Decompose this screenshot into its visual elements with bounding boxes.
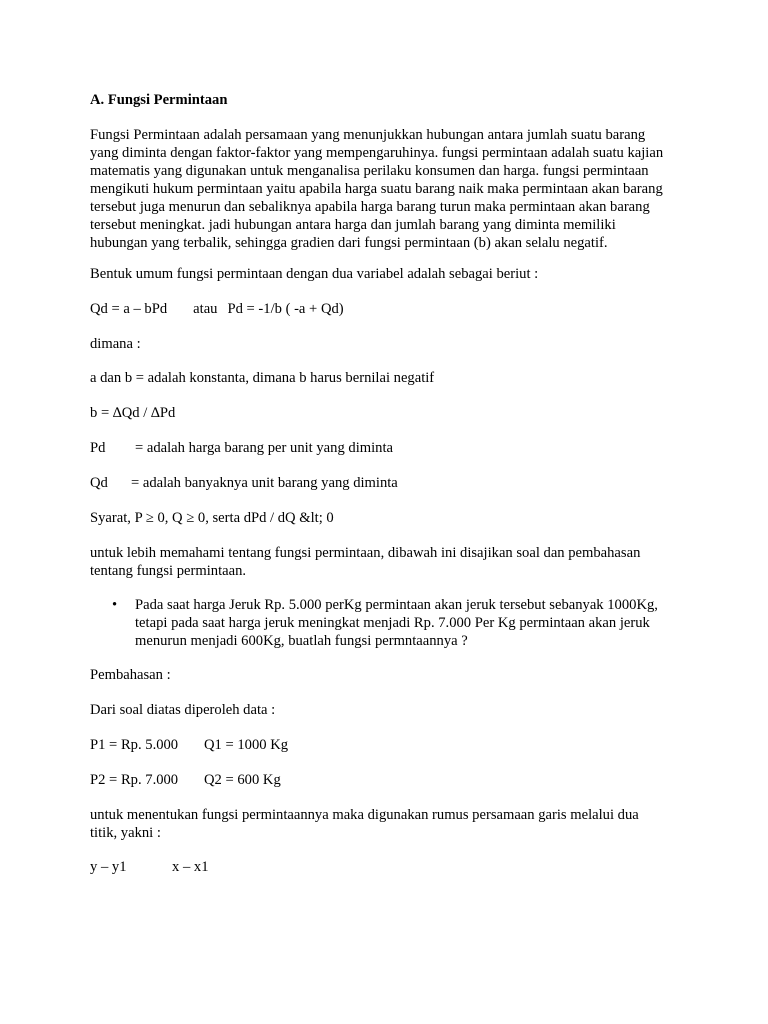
bullet-dot-icon: • (112, 597, 118, 613)
data-intro: Dari soal diatas diperoleh data : (90, 702, 276, 718)
pembahasan-label: Pembahasan : (90, 667, 171, 683)
definition-ab: a dan b = adalah konstanta, dimana b harus bernilai negatif (90, 370, 435, 386)
data-p1: P1 = Rp. 5.000 (90, 737, 179, 753)
definition-qd-term: Qd (90, 475, 108, 491)
definition-b: b = ∆Qd / ∆Pd (90, 405, 176, 421)
method-paragraph (90, 806, 700, 842)
explain-line: tentang fungsi permintaan. (90, 563, 247, 579)
problem-line: Pada saat harga Jeruk Rp. 5.000 perKg permintaan akan jeruk tersebut sebanyak 1000Kg, (135, 597, 658, 613)
intro-line: tersebut meningkat. jadi hubungan antara harga dan jumlah barang yang diminta memiliki (90, 217, 616, 233)
problem-line: tetapi pada saat harga jeruk meningkat menjadi Rp. 7.000 Per Kg permintaan akan jeruk (135, 615, 650, 631)
formula-line (90, 300, 700, 318)
intro-line: yang diminta dengan faktor-faktor yang mempengaruhinya. fungsi permintaan adalah suatu kajian (90, 145, 664, 161)
intro-line: tersebut juga menurun dan sebaliknya apabila harga barang turun maka permintaan akan barang (90, 199, 650, 215)
intro-line: matematis yang digunakan untuk menganalisa perilaku konsumen dan harga. fungsi permintaan (90, 163, 649, 179)
problem-text (135, 596, 658, 650)
general-form-intro: Bentuk umum fungsi permintaan dengan dua variabel adalah sebagai beriut : (90, 266, 539, 282)
intro-paragraph (90, 126, 700, 252)
dimana-label: dimana : (90, 336, 141, 352)
data-q1: Q1 = 1000 Kg (204, 737, 289, 753)
definition-pd-desc: = adalah harga barang per unit yang diminta (135, 440, 393, 456)
intro-line: mengikuti hukum permintaan yaitu apabila harga suatu barang naik maka permintaan akan barang (90, 181, 663, 197)
intro-line: hubungan yang terbalik, sehingga gradien dari fungsi permintaan (b) akan selalu negatif. (90, 235, 608, 251)
data-row-2 (90, 771, 700, 789)
definition-qd (90, 474, 700, 492)
definition-pd (90, 439, 700, 457)
formula-x-term: x – x1 (172, 859, 209, 875)
formula-pd: Pd = -1/b ( -a + Qd) (227, 301, 344, 317)
data-p2: P2 = Rp. 7.000 (90, 772, 179, 788)
problem-line: menurun menjadi 600Kg, buatlah fungsi permntaannya ? (135, 633, 468, 649)
section-heading: A. Fungsi Permintaan (90, 92, 228, 108)
definition-pd-term: Pd (90, 440, 106, 456)
method-line: untuk menentukan fungsi permintaannya maka digunakan rumus persamaan garis melalui dua (90, 807, 639, 823)
data-q2: Q2 = 600 Kg (204, 772, 281, 788)
intro-line: Fungsi Permintaan adalah persamaan yang menunjukkan hubungan antara jumlah suatu barang (90, 127, 646, 143)
explain-line: untuk lebih memahami tentang fungsi permintaan, dibawah ini disajikan soal dan pembahasan (90, 545, 641, 561)
two-point-formula (90, 858, 700, 876)
explain-paragraph (90, 544, 700, 580)
formula-connector: atau (193, 301, 218, 317)
definition-qd-desc: = adalah banyaknya unit barang yang diminta (131, 475, 398, 491)
formula-y-term: y – y1 (90, 859, 127, 875)
method-line: titik, yakni : (90, 825, 161, 841)
data-row-1 (90, 736, 700, 754)
formula-qd: Qd = a – bPd (90, 301, 168, 317)
syarat-line: Syarat, P ≥ 0, Q ≥ 0, serta dPd / dQ &lt; 0 (90, 510, 334, 526)
